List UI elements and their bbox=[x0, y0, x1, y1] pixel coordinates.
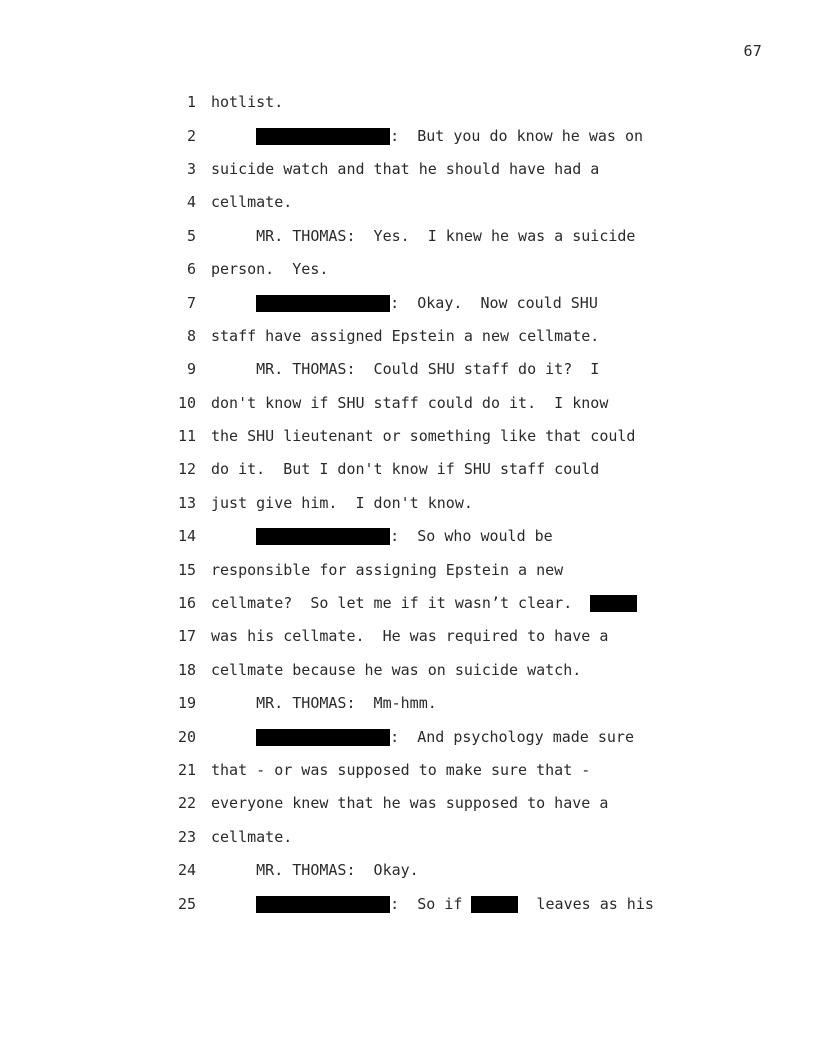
line-text bbox=[211, 326, 600, 345]
line-segment: cellmate because he was on suicide watch. bbox=[211, 660, 582, 679]
line-segment bbox=[211, 129, 256, 144]
line-segment: hotlist. bbox=[211, 93, 284, 112]
transcript-line bbox=[150, 220, 670, 253]
line-text bbox=[211, 796, 608, 811]
transcript-line bbox=[150, 353, 670, 386]
transcript-line bbox=[150, 553, 670, 586]
transcript-line bbox=[150, 320, 670, 353]
line-number: 17 bbox=[177, 627, 196, 646]
line-number: 1 bbox=[186, 93, 196, 112]
line-text bbox=[211, 195, 292, 210]
line-number: 14 bbox=[177, 527, 196, 546]
line-segment: : Okay. Now could SHU bbox=[390, 293, 598, 312]
transcript-line bbox=[150, 487, 670, 520]
line-number: 22 bbox=[177, 794, 196, 813]
line-number: 24 bbox=[177, 861, 196, 880]
line-text bbox=[211, 295, 598, 312]
line-text bbox=[211, 226, 636, 245]
transcript-line bbox=[150, 420, 670, 453]
line-segment: : So who would be bbox=[390, 527, 553, 546]
line-text bbox=[211, 560, 564, 579]
line-segment: cellmate. bbox=[211, 827, 293, 846]
line-segment: cellmate. bbox=[211, 193, 293, 212]
line-segment bbox=[211, 296, 256, 311]
transcript-line bbox=[150, 787, 670, 820]
line-segment: just give him. I don't know. bbox=[211, 493, 473, 512]
transcript-line bbox=[150, 687, 670, 720]
line-number: 9 bbox=[186, 360, 196, 379]
line-text bbox=[211, 528, 553, 545]
line-segment: responsible for assigning Epstein a new bbox=[211, 560, 564, 579]
line-number: 4 bbox=[186, 193, 196, 212]
transcript-line bbox=[150, 654, 670, 687]
line-segment bbox=[211, 529, 256, 544]
line-segment: : But you do know he was on bbox=[390, 126, 644, 145]
line-number: 18 bbox=[177, 660, 196, 679]
line-segment: leaves as his bbox=[518, 894, 654, 913]
line-text bbox=[211, 159, 600, 178]
transcript-line bbox=[150, 854, 670, 887]
line-text bbox=[211, 595, 637, 612]
line-number: 23 bbox=[177, 827, 196, 846]
line-number: 19 bbox=[177, 694, 196, 713]
line-text bbox=[211, 362, 599, 377]
line-segment: : So if bbox=[390, 894, 472, 913]
line-number: 3 bbox=[186, 159, 196, 178]
line-segment: person. Yes. bbox=[211, 260, 329, 279]
line-segment: the SHU lieutenant or something like that could bbox=[211, 427, 636, 446]
redaction-block bbox=[590, 595, 637, 612]
transcript-line bbox=[150, 186, 670, 219]
line-number: 7 bbox=[186, 293, 196, 312]
redaction-block bbox=[256, 295, 390, 312]
line-number: 2 bbox=[186, 126, 196, 145]
line-segment: don't know if SHU staff could do it. I know bbox=[211, 393, 609, 412]
line-text bbox=[211, 493, 473, 512]
line-segment: that - or was supposed to make sure that - bbox=[211, 761, 591, 779]
transcript-line bbox=[150, 253, 670, 286]
transcript-line bbox=[150, 453, 670, 486]
line-segment: MR. THOMAS: Okay. bbox=[211, 861, 419, 880]
redaction-block bbox=[256, 528, 390, 545]
line-text bbox=[211, 429, 635, 444]
line-number: 25 bbox=[177, 894, 196, 913]
line-segment: MR. THOMAS: Mm-hmm. bbox=[211, 694, 437, 713]
page-number: 67 bbox=[743, 42, 762, 60]
line-text bbox=[211, 863, 419, 878]
line-text bbox=[211, 393, 609, 412]
transcript-line bbox=[150, 86, 670, 119]
transcript-line bbox=[150, 887, 670, 920]
line-text bbox=[211, 729, 634, 746]
line-text bbox=[211, 629, 608, 644]
line-segment: MR. THOMAS: Could SHU staff do it? I bbox=[211, 360, 600, 379]
transcript-line bbox=[150, 587, 670, 620]
transcript-line bbox=[150, 153, 670, 186]
transcript-body bbox=[150, 86, 670, 921]
line-text bbox=[211, 462, 599, 477]
redaction-block bbox=[256, 896, 390, 913]
line-segment: staff have assigned Epstein a new cellmate. bbox=[211, 326, 600, 345]
line-text bbox=[211, 128, 643, 145]
line-number: 15 bbox=[177, 560, 196, 579]
transcript-line bbox=[150, 720, 670, 753]
line-segment: MR. THOMAS: Yes. I knew he was a suicide bbox=[211, 226, 636, 245]
line-text bbox=[211, 827, 293, 846]
line-number: 12 bbox=[177, 460, 196, 479]
line-text bbox=[211, 696, 437, 711]
line-number: 16 bbox=[177, 594, 196, 613]
transcript-line bbox=[150, 620, 670, 653]
line-number: 10 bbox=[177, 393, 196, 412]
line-text bbox=[211, 763, 590, 778]
line-number: 8 bbox=[186, 326, 196, 345]
transcript-line bbox=[150, 754, 670, 787]
line-segment: : And psychology made sure bbox=[390, 727, 634, 746]
redaction-block bbox=[256, 128, 390, 145]
line-segment: do it. But I don't know if SHU staff could bbox=[211, 460, 600, 479]
redaction-block bbox=[471, 896, 518, 913]
line-segment bbox=[211, 897, 256, 912]
line-number: 11 bbox=[177, 427, 196, 446]
transcript-line bbox=[150, 520, 670, 553]
line-number: 20 bbox=[177, 727, 196, 746]
line-segment bbox=[211, 730, 256, 745]
line-number: 6 bbox=[186, 260, 196, 279]
line-text bbox=[211, 896, 654, 913]
transcript-line bbox=[150, 387, 670, 420]
line-number: 5 bbox=[186, 226, 196, 245]
transcript-line bbox=[150, 821, 670, 854]
line-segment: cellmate? So let me if it wasn’t clear. bbox=[211, 594, 591, 613]
line-number: 21 bbox=[177, 761, 196, 779]
redaction-block bbox=[256, 729, 390, 746]
line-text bbox=[211, 262, 328, 277]
line-segment: was his cellmate. He was required to have a bbox=[211, 627, 609, 646]
line-segment: suicide watch and that he should have had a bbox=[211, 159, 600, 178]
line-segment: everyone knew that he was supposed to have a bbox=[211, 794, 609, 813]
line-number: 13 bbox=[177, 493, 196, 512]
line-text bbox=[211, 95, 283, 110]
transcript-line bbox=[150, 119, 670, 152]
line-text bbox=[211, 660, 582, 679]
transcript-line bbox=[150, 286, 670, 319]
